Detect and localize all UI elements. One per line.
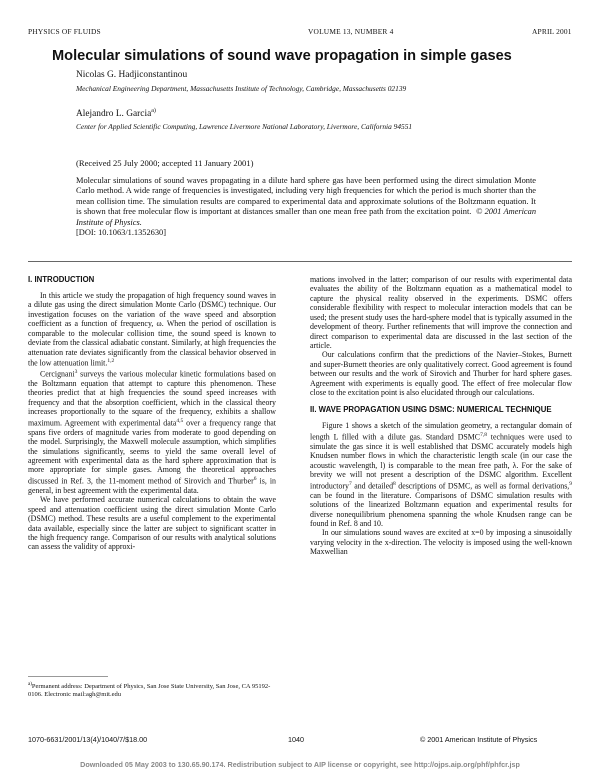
doi[interactable]: [DOI: 10.1063/1.1352630]	[76, 228, 167, 238]
abstract: Molecular simulations of sound waves propagating in a dilute hard sphere gas have been performed using the direct simulation Monte Carlo method. A wide range of frequencies is investigated, including very high frequencies for which the period is much shorter than the mean collision time. The simulation results are compared to experimental data and approximate solutions of the Boltzmann equation. It is shown that free molecular flow is important at distances smaller than one mean free path from the excitation point. © 2001 American Institute of Physics. [DOI: 10.1063/1.1352630]	[76, 176, 537, 238]
volume-number: VOLUME 13, NUMBER 4	[308, 27, 394, 36]
download-notice: Downloaded 05 May 2003 to 130.65.90.174. Redistribution subject to AIP license or copyright, see http://ojps.aip.org/phf/phfcr.jsp	[80, 760, 520, 769]
issue-date: APRIL 2001	[532, 27, 572, 36]
received-dates: (Received 25 July 2000; accepted 11 January 2001)	[76, 158, 254, 168]
page-number: 1040	[288, 735, 304, 744]
author-1: Nicolas G. Hadjiconstantinou	[76, 70, 188, 80]
copyright-footer: © 2001 American Institute of Physics	[420, 735, 538, 744]
footnote: $^{a)}$Permanent address: Department of Physics, San Jose State University, San Jose, CA 95192-0106. Electronic mail:agh@mit.edu	[28, 682, 271, 699]
left-column: In this article we study the propagation of high frequency sound waves in a dilute gas using the direct simulation Monte Carlo (DSMC) technique. Our investigation focuses on the variation of the wave speed and absorption coefficient as a function of frequency, ω. When the period of oscillation is comparable to the molecular collision time, the sound speed is known to deviate from the classical adiabatic constant. Similarly, at high frequencies the attenuation rate deviates significantly from the classical behavior observed in the low attenuation limit.$^{1,2}$ Cercignani$^3$ surveys the various molecular kinetic formulations based on the Boltzmann equation that attempt to capture this phenomenon. These theories predict that at high frequencies the sound speed increases with frequency and that the absorption coefficient, which in the classical theory increases proportionally to the square of the frequency, exhibits a shallow maximum. Agreement with experimental data$^{4,5}$ over a frequency range that spans five orders of magnitude varies from moderate to good depending on the model. Surprisingly, the Maxwell molecule assumption, which simplifies the simulations significantly, seems to yield the same overall level of agreement with experimental data as the hard sphere approximation that is more appropriate for simple gases. Among the theoretical approaches discussed in Ref. 3, the 11-moment method of Sirovich and Thurber$^6$ is, in general, in best agreement with the experimental data. We have performed accurate numerical calculations to obtain the wave speed and attenuation coefficient using the direct simulation Monte Carlo (DSMC) method. These results are a useful complement to the experimental data available, especially since the latter are subject to significant scatter in the high frequency range. Comparison of our results with analytical solutions can assess the validity of approxi-	[28, 291, 276, 552]
divider	[28, 261, 572, 262]
section-heading-intro: I. INTRODUCTION	[28, 275, 95, 284]
right-column: mations involved in the latter; comparison of our results with experimental data evaluates the ability of the Boltzmann equation as a mathematical model to capture the physical reality observed in the experiments. DSMC offers considerable flexibility with respect to molecular interaction models that can be used; the present study uses the hard-sphere model that is typically assumed in the development of theory. Further refinements that will improve the connection and direct comparison to experimental data are discussed in the last section of the article. Our calculations confirm that the predictions of the Navier–Stokes, Burnett and super-Burnett theories are only qualitatively correct. Good agreement is found between our results and the work of Sirovich and Thurber for hard sphere gases. Agreement with experiments is equally good. The effect of free molecular flow close to the excitation point is also elucidated through our calculations. II. WAVE PROPAGATION USING DSMC: NUMERICAL TECHNIQUE Figure 1 shows a sketch of the simulation geometry, a rectangular domain of length L filled with a dilute gas. Standard DSMC$^{7,8}$ techniques were used to simulate the gas since it is well established that DSMC accurately models high Knudsen number flows in which the characteristic length scale (in our case the acoustic wavelength, l) is comparable to the mean free path, λ. For the sake of brevity we will not present a description of the DSMC algorithm. Excellent introductory$^7$ and detailed$^8$ descriptions of DSMC, as well as formal derivations,$^9$ can be found in the literature. Comparisons of DSMC simulation results with solutions of the linearized Boltzmann equation and experimental results for diverse nonequilibrium phenomena spanning the whole Knudsen range can be found in Ref. 8 and 10. In our simulations sound waves are excited at x=0 by imposing a sinusoidally varying velocity in the x-direction. The velocity is imposed using the well-known Maxwellian	[310, 275, 573, 557]
issn-line: 1070-6631/2001/13(4)/1040/7/$18.00	[28, 735, 148, 744]
journal-name: PHYSICS OF FLUIDS	[28, 27, 101, 36]
affiliation-1: Mechanical Engineering Department, Massachusetts Institute of Technology, Cambridge, Massachusetts 02139	[76, 84, 407, 93]
footnote-rule	[28, 676, 108, 677]
author-2: Alejandro L. Garcia$^{a)}$	[76, 108, 156, 120]
paper-title: Molecular simulations of sound wave propagation in simple gases	[52, 48, 512, 64]
section-heading-2: II. WAVE PROPAGATION USING DSMC: NUMERICAL TECHNIQUE	[310, 405, 552, 415]
affiliation-2: Center for Applied Scientific Computing, Lawrence Livermore National Laboratory, Livermore, California 94551	[76, 122, 413, 131]
